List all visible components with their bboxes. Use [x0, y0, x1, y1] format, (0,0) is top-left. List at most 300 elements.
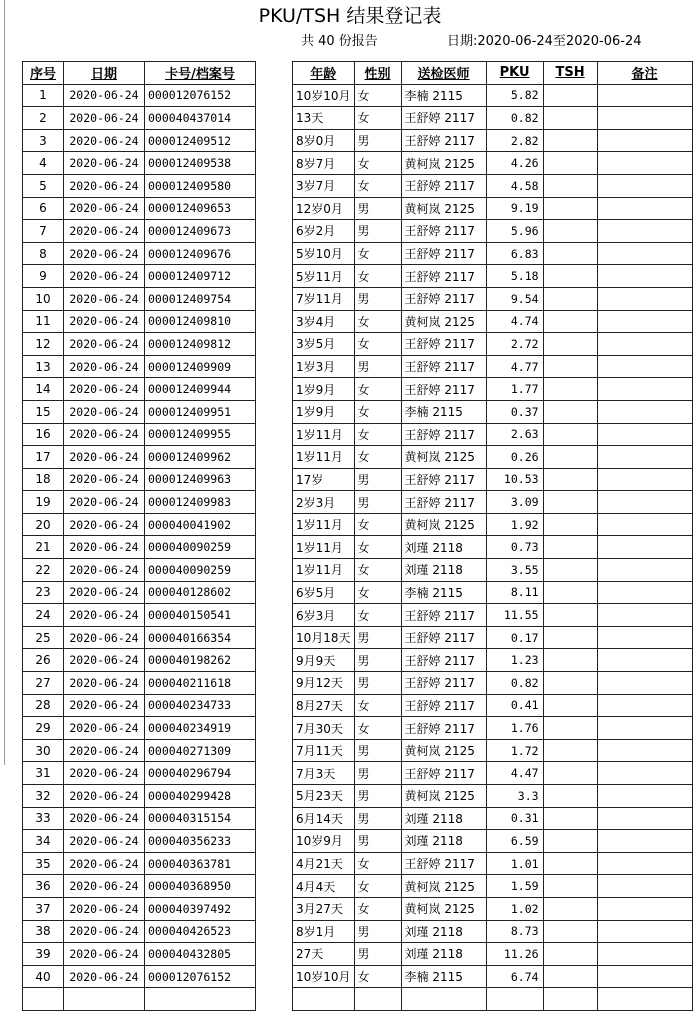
cell-date: 2020-06-24	[64, 378, 145, 401]
cell-gap	[256, 378, 293, 401]
cell-seq: 12	[23, 333, 64, 356]
header-doctor: 送检医师	[401, 62, 486, 85]
cell-date: 2020-06-24	[64, 875, 145, 898]
header-pku: PKU	[486, 62, 543, 85]
cell-seq: 10	[23, 287, 64, 310]
cell-doctor: 黄柯岚 2125	[401, 152, 486, 175]
table-row	[23, 626, 693, 649]
cell-age: 27天	[293, 943, 355, 966]
cell-sex: 男	[354, 129, 401, 152]
cell-note	[597, 694, 692, 717]
cell-tsh	[543, 920, 597, 943]
cell-sex: 男	[354, 355, 401, 378]
cell-gap	[256, 152, 293, 175]
cell-pku: 8.11	[486, 581, 543, 604]
cell-note	[597, 400, 692, 423]
cell-tsh	[543, 333, 597, 356]
cell-pku: 10.53	[486, 468, 543, 491]
cell-sex: 女	[354, 852, 401, 875]
cell-date: 2020-06-24	[64, 491, 145, 514]
cell-tsh	[543, 830, 597, 853]
cell-doctor: 黄柯岚 2125	[401, 785, 486, 808]
cell-doctor: 刘瑾 2118	[401, 536, 486, 559]
cell-doctor: 刘瑾 2118	[401, 920, 486, 943]
cell-date: 2020-06-24	[64, 943, 145, 966]
cell-card: 000012076152	[145, 965, 256, 988]
cell-tsh	[543, 965, 597, 988]
cell-pku: 2.82	[486, 129, 543, 152]
cell-sex: 女	[354, 604, 401, 627]
cell-gap	[256, 536, 293, 559]
cell-tsh	[543, 559, 597, 582]
cell-note	[597, 717, 692, 740]
table-row	[23, 129, 693, 152]
cell-date: 2020-06-24	[64, 897, 145, 920]
cell-seq: 9	[23, 265, 64, 288]
cell-note	[597, 672, 692, 695]
cell-note	[597, 152, 692, 175]
cell-sex: 女	[354, 333, 401, 356]
table-row	[23, 943, 693, 966]
cell-seq: 21	[23, 536, 64, 559]
cell-card: 000012409955	[145, 423, 256, 446]
cell-note	[597, 875, 692, 898]
cell-sex: 男	[354, 739, 401, 762]
cell-sex: 男	[354, 468, 401, 491]
cell-gap	[256, 852, 293, 875]
table-row	[23, 785, 693, 808]
cell-date: 2020-06-24	[64, 672, 145, 695]
cell-gap	[256, 310, 293, 333]
cell-age: 4月21天	[293, 852, 355, 875]
cell-card: 000040299428	[145, 785, 256, 808]
cell-note	[597, 943, 692, 966]
cell-date: 2020-06-24	[64, 310, 145, 333]
cell-gap	[256, 355, 293, 378]
cell-card: 000040234919	[145, 717, 256, 740]
cell-pku: 2.63	[486, 423, 543, 446]
cell-gap	[256, 762, 293, 785]
cell-sex: 女	[354, 107, 401, 130]
cell-date: 2020-06-24	[64, 197, 145, 220]
cell-seq: 3	[23, 129, 64, 152]
cell-age: 10岁10月	[293, 84, 355, 107]
cell-date: 2020-06-24	[64, 400, 145, 423]
cell-age: 1岁11月	[293, 423, 355, 446]
cell-card: 000012409712	[145, 265, 256, 288]
cell-tsh	[543, 852, 597, 875]
cell-doctor: 王舒婷 2117	[401, 852, 486, 875]
table-row	[23, 400, 693, 423]
cell-age: 1岁9月	[293, 378, 355, 401]
cell-pku: 1.23	[486, 649, 543, 672]
cell-sex: 女	[354, 400, 401, 423]
cell-note	[597, 446, 692, 469]
cell-seq: 35	[23, 852, 64, 875]
cell-note	[597, 468, 692, 491]
cell-pku: 1.59	[486, 875, 543, 898]
cell-age: 7月3天	[293, 762, 355, 785]
cell-tsh	[543, 649, 597, 672]
cell-note	[597, 559, 692, 582]
cell-doctor: 李楠 2115	[401, 581, 486, 604]
cell-pku: 6.59	[486, 830, 543, 853]
cell-card: 000040437014	[145, 107, 256, 130]
table-row	[23, 310, 693, 333]
table-row	[23, 84, 693, 107]
cell-gap	[256, 988, 293, 1011]
table-row	[23, 152, 693, 175]
cell-tsh	[543, 378, 597, 401]
table-row	[23, 694, 693, 717]
cell-card: 000012409673	[145, 220, 256, 243]
cell-gap	[256, 559, 293, 582]
cell-doctor: 王舒婷 2117	[401, 107, 486, 130]
cell-age: 1岁11月	[293, 446, 355, 469]
cell-tsh	[543, 197, 597, 220]
cell-doctor: 王舒婷 2117	[401, 174, 486, 197]
cell-sex: 男	[354, 762, 401, 785]
cell-pku: 4.26	[486, 152, 543, 175]
cell-gap	[256, 581, 293, 604]
cell-date: 2020-06-24	[64, 739, 145, 762]
table-row	[23, 830, 693, 853]
table-row	[23, 378, 693, 401]
cell-sex: 女	[354, 242, 401, 265]
cell-age: 1岁11月	[293, 536, 355, 559]
cell-doctor: 李楠 2115	[401, 400, 486, 423]
cell-pku: 1.76	[486, 717, 543, 740]
cell-date: 2020-06-24	[64, 333, 145, 356]
cell-doctor: 王舒婷 2117	[401, 378, 486, 401]
cell-gap	[256, 333, 293, 356]
cell-date: 2020-06-24	[64, 446, 145, 469]
cell-date: 2020-06-24	[64, 626, 145, 649]
cell-sex: 女	[354, 581, 401, 604]
cell-note	[597, 355, 692, 378]
table-row	[23, 559, 693, 582]
table-row	[23, 333, 693, 356]
cell-doctor	[401, 988, 486, 1011]
cell-pku: 4.58	[486, 174, 543, 197]
cell-card: 000012409951	[145, 400, 256, 423]
cell-doctor: 黄柯岚 2125	[401, 875, 486, 898]
cell-gap	[256, 875, 293, 898]
cell-date: 2020-06-24	[64, 468, 145, 491]
header-tsh: TSH	[543, 62, 597, 85]
cell-note	[597, 536, 692, 559]
cell-date: 2020-06-24	[64, 559, 145, 582]
cell-seq: 38	[23, 920, 64, 943]
header-note: 备注	[597, 62, 692, 85]
cell-note	[597, 287, 692, 310]
cell-seq: 39	[23, 943, 64, 966]
table-row	[23, 491, 693, 514]
table-row	[23, 174, 693, 197]
cell-card: 000040356233	[145, 830, 256, 853]
cell-gap	[256, 785, 293, 808]
cell-tsh	[543, 220, 597, 243]
cell-card: 000012409983	[145, 491, 256, 514]
cell-note	[597, 513, 692, 536]
cell-sex: 男	[354, 287, 401, 310]
cell-card: 000040426523	[145, 920, 256, 943]
cell-doctor: 王舒婷 2117	[401, 355, 486, 378]
cell-date: 2020-06-24	[64, 785, 145, 808]
cell-date: 2020-06-24	[64, 423, 145, 446]
cell-seq	[23, 988, 64, 1011]
cell-tsh	[543, 694, 597, 717]
table-row	[23, 604, 693, 627]
cell-age: 1岁9月	[293, 400, 355, 423]
cell-tsh	[543, 400, 597, 423]
table-row	[23, 807, 693, 830]
cell-age: 8岁0月	[293, 129, 355, 152]
cell-tsh	[543, 152, 597, 175]
cell-pku: 6.83	[486, 242, 543, 265]
cell-age: 7月30天	[293, 717, 355, 740]
cell-card: 000040090259	[145, 559, 256, 582]
cell-tsh	[543, 491, 597, 514]
cell-gap	[256, 287, 293, 310]
table-row	[23, 762, 693, 785]
cell-doctor: 王舒婷 2117	[401, 762, 486, 785]
cell-seq: 27	[23, 672, 64, 695]
cell-seq: 15	[23, 400, 64, 423]
cell-gap	[256, 129, 293, 152]
header-seq: 序号	[23, 62, 64, 85]
cell-card: 000040166354	[145, 626, 256, 649]
cell-card: 000012409512	[145, 129, 256, 152]
cell-gap	[256, 943, 293, 966]
cell-note	[597, 581, 692, 604]
cell-seq: 20	[23, 513, 64, 536]
cell-tsh	[543, 807, 597, 830]
cell-gap	[256, 604, 293, 627]
cell-note	[597, 785, 692, 808]
cell-tsh	[543, 672, 597, 695]
table-row	[23, 265, 693, 288]
cell-sex: 女	[354, 310, 401, 333]
cell-doctor: 王舒婷 2117	[401, 604, 486, 627]
cell-card: 000012409676	[145, 242, 256, 265]
cell-doctor: 王舒婷 2117	[401, 626, 486, 649]
cell-card: 000040271309	[145, 739, 256, 762]
cell-date: 2020-06-24	[64, 852, 145, 875]
cell-seq: 13	[23, 355, 64, 378]
cell-sex: 女	[354, 446, 401, 469]
cell-note	[597, 988, 692, 1011]
table-row	[23, 513, 693, 536]
cell-card: 000012409909	[145, 355, 256, 378]
cell-tsh	[543, 107, 597, 130]
cell-gap	[256, 649, 293, 672]
table-row	[23, 852, 693, 875]
cell-note	[597, 762, 692, 785]
cell-gap	[256, 672, 293, 695]
cell-card: 000040041902	[145, 513, 256, 536]
cell-sex: 女	[354, 875, 401, 898]
cell-pku: 4.74	[486, 310, 543, 333]
report-title: PKU/TSH 结果登记表	[258, 5, 442, 27]
cell-tsh	[543, 626, 597, 649]
cell-note	[597, 378, 692, 401]
cell-card: 000040397492	[145, 897, 256, 920]
table-row	[23, 197, 693, 220]
cell-sex: 男	[354, 626, 401, 649]
cell-card: 000012409963	[145, 468, 256, 491]
cell-age: 12岁0月	[293, 197, 355, 220]
cell-card: 000012409812	[145, 333, 256, 356]
cell-note	[597, 242, 692, 265]
cell-pku: 3.09	[486, 491, 543, 514]
cell-note	[597, 265, 692, 288]
cell-doctor: 王舒婷 2117	[401, 287, 486, 310]
cell-card: 000040128602	[145, 581, 256, 604]
cell-tsh	[543, 739, 597, 762]
table-row	[23, 446, 693, 469]
cell-sex: 女	[354, 378, 401, 401]
cell-note	[597, 107, 692, 130]
cell-pku: 0.31	[486, 807, 543, 830]
cell-seq: 30	[23, 739, 64, 762]
cell-sex: 男	[354, 220, 401, 243]
cell-age: 4月4天	[293, 875, 355, 898]
cell-seq: 31	[23, 762, 64, 785]
cell-gap	[256, 807, 293, 830]
cell-date: 2020-06-24	[64, 152, 145, 175]
cell-age: 1岁11月	[293, 559, 355, 582]
cell-doctor: 黄柯岚 2125	[401, 513, 486, 536]
cell-age	[293, 988, 355, 1011]
cell-pku: 0.73	[486, 536, 543, 559]
report-date-range: 日期:2020-06-24至2020-06-24	[447, 34, 642, 49]
cell-age: 2岁3月	[293, 491, 355, 514]
cell-seq: 19	[23, 491, 64, 514]
cell-gap	[256, 491, 293, 514]
cell-sex: 男	[354, 491, 401, 514]
cell-note	[597, 491, 692, 514]
cell-gap	[256, 830, 293, 853]
table-row	[23, 287, 693, 310]
cell-sex: 女	[354, 513, 401, 536]
cell-sex: 女	[354, 152, 401, 175]
cell-pku: 1.72	[486, 739, 543, 762]
cell-date: 2020-06-24	[64, 107, 145, 130]
cell-doctor: 王舒婷 2117	[401, 694, 486, 717]
cell-pku: 1.01	[486, 852, 543, 875]
cell-gap	[256, 626, 293, 649]
table-row	[23, 920, 693, 943]
table-row	[23, 355, 693, 378]
cell-seq: 2	[23, 107, 64, 130]
cell-note	[597, 807, 692, 830]
cell-sex: 女	[354, 965, 401, 988]
cell-sex: 女	[354, 694, 401, 717]
cell-tsh	[543, 875, 597, 898]
cell-age: 7岁11月	[293, 287, 355, 310]
cell-tsh	[543, 604, 597, 627]
cell-card: 000012409962	[145, 446, 256, 469]
cell-sex: 男	[354, 197, 401, 220]
cell-date: 2020-06-24	[64, 649, 145, 672]
cell-date: 2020-06-24	[64, 604, 145, 627]
cell-gap	[256, 513, 293, 536]
cell-seq: 18	[23, 468, 64, 491]
cell-note	[597, 626, 692, 649]
cell-date: 2020-06-24	[64, 287, 145, 310]
cell-gap	[256, 174, 293, 197]
cell-tsh	[543, 943, 597, 966]
cell-pku: 11.55	[486, 604, 543, 627]
cell-doctor: 王舒婷 2117	[401, 242, 486, 265]
cell-tsh	[543, 988, 597, 1011]
cell-gap	[256, 446, 293, 469]
cell-pku: 0.82	[486, 672, 543, 695]
cell-tsh	[543, 762, 597, 785]
cell-date: 2020-06-24	[64, 242, 145, 265]
cell-seq: 16	[23, 423, 64, 446]
page-margin-line	[4, 0, 5, 765]
cell-tsh	[543, 513, 597, 536]
cell-tsh	[543, 355, 597, 378]
cell-gap	[256, 107, 293, 130]
cell-pku: 6.74	[486, 965, 543, 988]
cell-doctor: 黄柯岚 2125	[401, 739, 486, 762]
cell-pku: 9.19	[486, 197, 543, 220]
cell-age: 3岁4月	[293, 310, 355, 333]
cell-gap	[256, 694, 293, 717]
cell-date: 2020-06-24	[64, 920, 145, 943]
cell-note	[597, 852, 692, 875]
cell-seq: 36	[23, 875, 64, 898]
cell-age: 8月27天	[293, 694, 355, 717]
cell-doctor: 黄柯岚 2125	[401, 310, 486, 333]
cell-tsh	[543, 536, 597, 559]
cell-gap	[256, 423, 293, 446]
cell-note	[597, 920, 692, 943]
cell-tsh	[543, 174, 597, 197]
cell-card: 000040090259	[145, 536, 256, 559]
cell-doctor: 黄柯岚 2125	[401, 446, 486, 469]
cell-seq: 7	[23, 220, 64, 243]
cell-date: 2020-06-24	[64, 694, 145, 717]
cell-gap	[256, 84, 293, 107]
cell-note	[597, 739, 692, 762]
cell-seq: 5	[23, 174, 64, 197]
cell-gap	[256, 400, 293, 423]
cell-pku	[486, 988, 543, 1011]
cell-age: 1岁3月	[293, 355, 355, 378]
cell-pku: 4.47	[486, 762, 543, 785]
cell-note	[597, 197, 692, 220]
cell-doctor: 刘瑾 2118	[401, 830, 486, 853]
cell-sex: 女	[354, 423, 401, 446]
cell-age: 6岁5月	[293, 581, 355, 604]
cell-card: 000012409754	[145, 287, 256, 310]
cell-seq: 17	[23, 446, 64, 469]
cell-note	[597, 649, 692, 672]
cell-sex: 男	[354, 943, 401, 966]
cell-age: 7月11天	[293, 739, 355, 762]
cell-note	[597, 965, 692, 988]
cell-doctor: 李楠 2115	[401, 965, 486, 988]
cell-age: 5月23天	[293, 785, 355, 808]
cell-doctor: 王舒婷 2117	[401, 333, 486, 356]
results-table	[22, 61, 693, 1011]
cell-seq: 28	[23, 694, 64, 717]
table-row	[23, 739, 693, 762]
